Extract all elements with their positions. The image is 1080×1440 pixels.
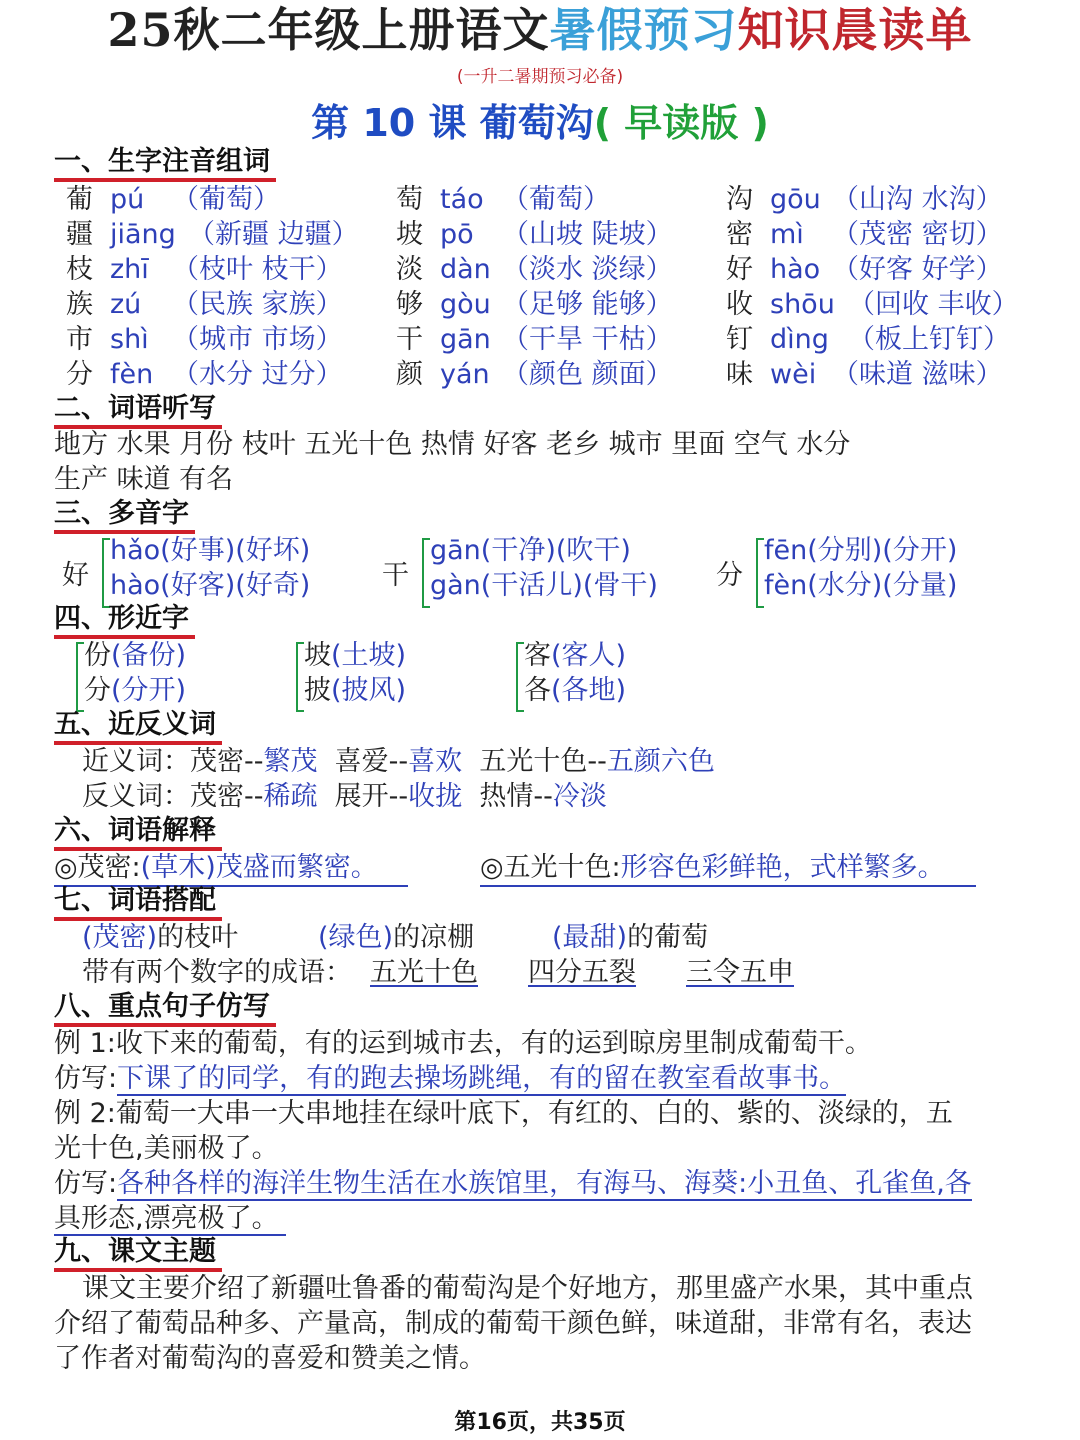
- imitation-label-2: 仿写:: [54, 1168, 118, 1199]
- character-entry: [726, 322, 1010, 357]
- similar-char-line: [304, 673, 406, 708]
- imitation-label-1: 仿写:: [54, 1063, 118, 1094]
- section-heading-polyphones: 三、多音字: [54, 498, 195, 534]
- pinyin: dàn: [440, 254, 491, 285]
- idiom-2: 四分五裂: [528, 957, 636, 988]
- character-entry: [396, 357, 673, 392]
- pinyin: yán: [440, 359, 490, 390]
- antonym-row: [82, 779, 607, 814]
- character: 味: [726, 359, 753, 390]
- words: （茂密 密切）: [832, 219, 1003, 250]
- imitation-2-line-1: [54, 1166, 972, 1201]
- words: （味道 滋味）: [832, 359, 1003, 390]
- theme-line-2: 介绍了葡萄品种多、产量高，制成的葡萄干颜色鲜，味道甜，非常有名，表达: [54, 1308, 972, 1339]
- page-number: 第16页，共35页: [454, 1410, 626, 1435]
- polyphone-reading-1: hǎo(好事)(好坏): [110, 535, 311, 566]
- section-heading-sentences: 八、重点句子仿写: [54, 991, 276, 1027]
- synonym-b-3: 五颜六色: [606, 746, 715, 777]
- words: （民族 家族）: [172, 289, 343, 320]
- character: 淡: [396, 254, 423, 285]
- brace: [516, 642, 524, 712]
- character-entry: [726, 252, 1003, 287]
- similar-word: (分开): [111, 675, 187, 706]
- pinyin: wèi: [770, 359, 817, 390]
- character: 葡: [66, 184, 93, 215]
- character-entry: [66, 252, 343, 287]
- synonym-a-1: 茂密--: [190, 746, 264, 777]
- pinyin: pú: [110, 184, 145, 215]
- idiom-3: 三令五申: [686, 957, 794, 988]
- similar-char: 披: [304, 675, 331, 706]
- antonym-a-3: 热情--: [479, 781, 553, 812]
- character-entry: [726, 287, 1019, 322]
- character: 密: [726, 219, 753, 250]
- synonym-label: 近义词：: [82, 746, 190, 777]
- section-heading-theme: 九、课文主题: [54, 1236, 222, 1272]
- idiom-1: 五光十色: [370, 957, 478, 988]
- polyphone-char: 干: [382, 560, 409, 591]
- synonym-b-2: 喜欢: [408, 746, 463, 777]
- synonym-b-1: 繁茂: [263, 746, 318, 777]
- title-part2: 暑假预习: [549, 3, 738, 57]
- words: （干旱 干枯）: [502, 324, 673, 355]
- words: （山沟 水沟）: [832, 184, 1003, 215]
- similar-char: 坡: [304, 640, 331, 671]
- character-entry: [726, 182, 1003, 217]
- similar-char-line: [524, 673, 626, 708]
- pinyin: mì: [770, 219, 804, 250]
- character-entry: [66, 357, 343, 392]
- imitation-1: [54, 1061, 846, 1096]
- character-entry: [66, 182, 280, 217]
- similar-char-line: [524, 638, 626, 673]
- words: （新疆 边疆）: [188, 219, 359, 250]
- polyphone-char: 分: [716, 560, 743, 591]
- title-part1: 25秋二年级上册语文: [107, 3, 550, 57]
- section-heading-characters: 一、生字注音组词: [54, 146, 276, 182]
- collocation-3: [552, 920, 708, 955]
- idiom-label: 带有两个数字的成语：: [82, 957, 352, 988]
- words: （水分 过分）: [172, 359, 343, 390]
- polyphone-reading-1: fēn(分别)(分开): [764, 535, 958, 566]
- polyphone-reading-2: fèn(水分)(分量): [764, 570, 958, 601]
- brace: [76, 642, 84, 712]
- character: 枝: [66, 254, 93, 285]
- example-sentence-2-line-2: 光十色,美丽极了。: [54, 1133, 279, 1164]
- explanation-def-2: 形容色彩鲜艳，式样繁多。: [620, 852, 945, 883]
- words: （淡水 淡绿）: [502, 254, 673, 285]
- character: 疆: [66, 219, 93, 250]
- antonym-label: 反义词：: [82, 781, 190, 812]
- pinyin: táo: [440, 184, 484, 215]
- similar-char: 客: [524, 640, 551, 671]
- character-entry: [396, 217, 673, 252]
- synonym-a-3: 五光十色--: [479, 746, 607, 777]
- dictation-line-1: 地方 水果 月份 枝叶 五光十色 热情 好客 老乡 城市 里面 空气 水分: [54, 429, 851, 460]
- explanation-term-1: ◎茂密:: [54, 852, 141, 883]
- character: 干: [396, 324, 423, 355]
- character: 市: [66, 324, 93, 355]
- words: （好客 好学）: [832, 254, 1003, 285]
- character-entry: [396, 252, 673, 287]
- imitation-2-line-2: [54, 1201, 286, 1236]
- brace: [756, 538, 764, 608]
- character-entry: [396, 322, 673, 357]
- character: 萄: [396, 184, 423, 215]
- imitation-text-2b: 具形态,漂亮极了。: [54, 1204, 286, 1236]
- character-entry: [66, 287, 343, 322]
- words: （颜色 颜面）: [502, 359, 673, 390]
- similar-word: (客人): [551, 640, 627, 671]
- words: （葡萄）: [172, 184, 280, 215]
- page-title: [0, 2, 1080, 58]
- words: （板上钉钉）: [848, 324, 1010, 355]
- theme-line-3: 了作者对葡萄沟的喜爱和赞美之情。: [54, 1343, 486, 1374]
- collocation-1: [82, 920, 238, 955]
- character: 钉: [726, 324, 753, 355]
- character: 族: [66, 289, 93, 320]
- words: （足够 能够）: [502, 289, 673, 320]
- similar-char: 各: [524, 675, 551, 706]
- antonym-b-1: 稀疏: [263, 781, 318, 812]
- character: 好: [726, 254, 753, 285]
- pinyin: jiāng: [110, 219, 176, 250]
- words: （枝叶 枝干）: [172, 254, 343, 285]
- example-sentence-1: 例 1:收下来的葡萄，有的运到城市去，有的运到晾房里制成葡萄干。: [54, 1028, 872, 1059]
- section-heading-dictation: 二、词语听写: [54, 393, 222, 429]
- similar-char-line: [84, 673, 186, 708]
- imitation-text-2a: 各种各样的海洋生物生活在水族馆里，有海马、海葵:小丑鱼、孔雀鱼,各: [117, 1168, 972, 1199]
- character-entry: [66, 322, 343, 357]
- character: 颜: [396, 359, 423, 390]
- collocation-rest-2: 的凉棚: [393, 922, 475, 953]
- similar-word: (备份): [111, 640, 187, 671]
- similar-char: 份: [84, 640, 111, 671]
- explanation-1: [54, 850, 408, 887]
- character: 收: [726, 289, 753, 320]
- words: （城市 市场）: [172, 324, 343, 355]
- synonym-row: [82, 744, 715, 779]
- collocation-fill-2: (绿色): [318, 922, 394, 953]
- words: （回收 丰收）: [848, 289, 1019, 320]
- character-entry: [396, 182, 610, 217]
- theme-line-1: 课文主要介绍了新疆吐鲁番的葡萄沟是个好地方，那里盛产水果，其中重点: [82, 1273, 973, 1304]
- collocation-fill-1: (茂密): [82, 922, 158, 953]
- pinyin: dìng: [770, 324, 829, 355]
- pinyin: gān: [440, 324, 491, 355]
- lesson-name: 第 10 课 葡萄沟: [311, 101, 594, 145]
- brace: [422, 538, 430, 608]
- explanation-2: [480, 850, 976, 887]
- collocation-2: [318, 920, 474, 955]
- character-entry: [66, 217, 359, 252]
- character: 够: [396, 289, 423, 320]
- polyphone-reading-2: hào(好客)(好奇): [110, 570, 311, 601]
- collocation-rest-3: 的葡萄: [627, 922, 709, 953]
- antonym-a-2: 展开--: [334, 781, 409, 812]
- imitation-text-1: 下课了的同学，有的跑去操场跳绳，有的留在教室看故事书。: [117, 1063, 847, 1094]
- section-heading-synonyms: 五、近反义词: [54, 709, 222, 745]
- pinyin: gòu: [440, 289, 491, 320]
- title-part3: 知识晨读单: [737, 3, 973, 57]
- pinyin: gōu: [770, 184, 821, 215]
- section-heading-collocations: 七、词语搭配: [54, 885, 222, 921]
- similar-word: (土坡): [331, 640, 407, 671]
- polyphone-char: 好: [62, 560, 89, 591]
- pinyin: zhī: [110, 254, 149, 285]
- pinyin: hào: [770, 254, 821, 285]
- example-sentence-2-line-1: 例 2:葡萄一大串一大串地挂在绿叶底下，有红的、白的、紫的、淡绿的，五: [54, 1098, 953, 1129]
- collocation-fill-3: (最甜): [552, 922, 628, 953]
- character-entry: [396, 287, 673, 322]
- collocation-rest-1: 的枝叶: [157, 922, 239, 953]
- similar-char-line: [304, 638, 406, 673]
- section-heading-explanations: 六、词语解释: [54, 815, 222, 851]
- polyphone-reading-2: gàn(干活儿)(骨干): [430, 570, 658, 601]
- page-subtitle: (一升二暑期预习必备): [456, 67, 624, 87]
- brace: [296, 642, 304, 712]
- similar-char: 分: [84, 675, 111, 706]
- pinyin: shōu: [770, 289, 835, 320]
- lesson-version: ( 早读版 ): [593, 101, 769, 145]
- dictation-line-2: 生产 味道 有名: [54, 464, 234, 495]
- character-entry: [726, 357, 1003, 392]
- polyphone-reading-1: gān(干净)(吹干): [430, 535, 631, 566]
- brace: [102, 538, 110, 608]
- explanation-def-1: (草木)茂盛而繁密。: [140, 852, 378, 883]
- antonym-b-2: 收拢: [408, 781, 463, 812]
- character: 分: [66, 359, 93, 390]
- similar-char-line: [84, 638, 186, 673]
- pinyin: pō: [440, 219, 474, 250]
- pinyin: zú: [110, 289, 142, 320]
- antonym-a-1: 茂密--: [190, 781, 264, 812]
- similar-word: (各地): [551, 675, 627, 706]
- synonym-a-2: 喜爱--: [334, 746, 409, 777]
- character: 沟: [726, 184, 753, 215]
- pinyin: shì: [110, 324, 149, 355]
- character-entry: [726, 217, 1003, 252]
- explanation-term-2: ◎五光十色:: [480, 852, 621, 883]
- lesson-title: [0, 92, 1080, 147]
- antonym-b-3: 冷淡: [552, 781, 607, 812]
- words: （葡萄）: [502, 184, 610, 215]
- section-heading-similar-chars: 四、形近字: [54, 603, 195, 639]
- words: （山坡 陡坡）: [502, 219, 673, 250]
- pinyin: fèn: [110, 359, 154, 390]
- character: 坡: [396, 219, 423, 250]
- similar-word: (披风): [331, 675, 407, 706]
